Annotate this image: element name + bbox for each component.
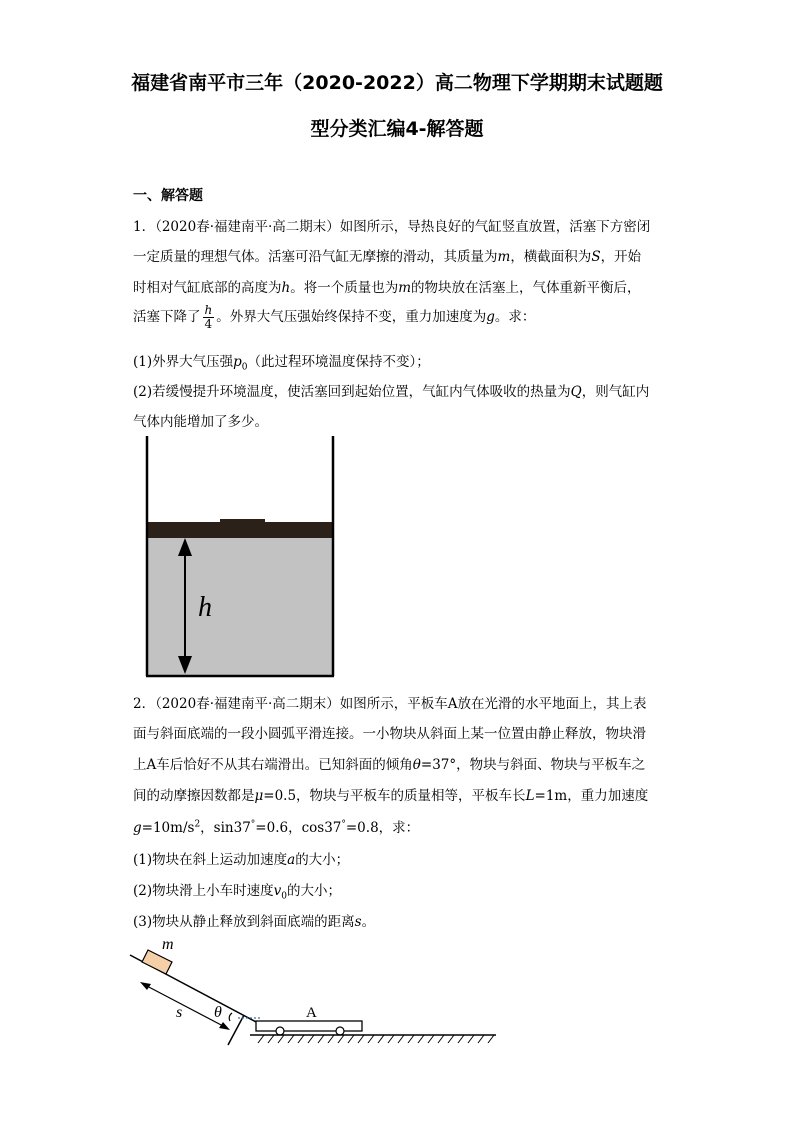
q2-line5: $g=10m/s^2$，sin37°=0.6，cos37°=0.8，求：	[133, 819, 420, 836]
q2-line2: 面与斜面底端的一段小圆弧平滑连接。一小物块从斜面上某一位置由静止释放，物块滑	[133, 726, 646, 742]
incline-bottom-edge	[228, 1015, 244, 1045]
q2-part2: (2)物块滑上小车时速度$v_0$的大小；	[133, 883, 341, 902]
piston-bump	[220, 519, 265, 523]
fraction-h-over-4: $\frac{h}{4}$	[204, 303, 213, 331]
label-theta: θ	[214, 1004, 222, 1021]
q1-part2: (2)若缓慢提升环境温度，使活塞回到起始位置，气缸内气体吸收的热量为Q，则气缸内	[133, 384, 650, 400]
q2-line4: 间的动摩擦因数都是μ=0.5，物块与平板车的质量相等，平板车长L=1m，重力加速度	[133, 788, 649, 804]
doc-title-line1: 福建省南平市三年（2020-2022）高二物理下学期期末试题题	[131, 72, 663, 94]
q1-part2-cont: 气体内能增加了多少。	[133, 414, 268, 430]
q1-line1: 1．（2020春·福建南平·高二期末）如图所示，导热良好的气缸竖直放置，活塞下方密闭	[133, 219, 651, 235]
incline-cart-figure	[120, 935, 500, 1065]
q1-part1: (1)外界大气压强$p_0$（此过程环境温度保持不变）；	[133, 354, 430, 373]
block-m	[142, 950, 172, 974]
q1-line3: 时相对气缸底部的高度为h。将一个质量也为m的物块放在活塞上，气体重新平衡后，	[133, 280, 641, 296]
q2-line3: 上A车后恰好不从其右端滑出。已知斜面的倾角θ=37°，物块与斜面、物块与平板车之	[133, 757, 646, 773]
ground-hatch	[258, 1035, 494, 1043]
piston	[148, 522, 332, 538]
q1-line2: 一定质量的理想气体。活塞可沿气缸无摩擦的滑动，其质量为m，横截面积为S，开始	[133, 249, 642, 265]
label-s: s	[176, 1004, 183, 1021]
cylinder-figure	[140, 436, 340, 681]
cart-A	[256, 1021, 362, 1035]
q1-line4: 活塞下降了 $\frac{h}{4}$ 。外界大气压强始终保持不变，重力加速度为g。求：	[133, 303, 536, 331]
doc-title-line2: 型分类汇编4-解答题	[310, 118, 484, 140]
section-heading: 一、解答题	[133, 188, 203, 204]
gas-region	[148, 537, 332, 675]
label-A: A	[306, 1005, 317, 1021]
angle-arc	[229, 1013, 232, 1021]
height-label: h	[198, 592, 212, 623]
label-m: m	[162, 936, 174, 953]
q2-part3: (3)物块从静止释放到斜面底端的距离s。	[133, 914, 376, 930]
q2-part1: (1)物块在斜上运动加速度a的大小；	[133, 852, 350, 868]
q2-line1: 2．（2020春·福建南平·高二期末）如图所示，平板车A放在光滑的水平地面上，其上表	[133, 696, 647, 712]
